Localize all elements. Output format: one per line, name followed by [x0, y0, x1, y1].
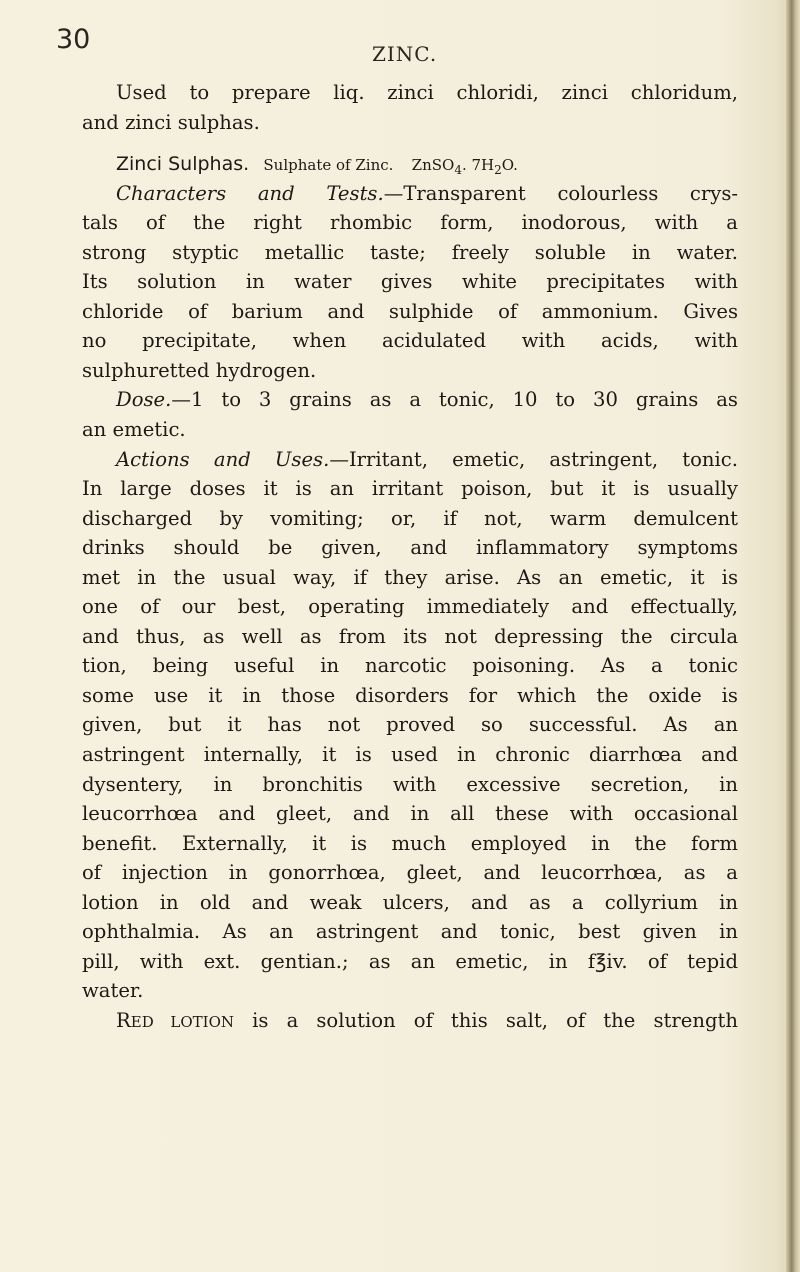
- formula-subscript: 4: [454, 163, 462, 178]
- small-caps-initial: R: [116, 1008, 131, 1032]
- text-run: —Irritant, emetic, astringent, tonic.: [329, 447, 739, 471]
- text-line: some use it in those disorders for which the oxide is: [82, 683, 738, 707]
- spacer: [82, 137, 738, 149]
- text-line: drinks should be given, and inflammatory symptoms: [82, 536, 738, 560]
- heading-english: Sulphate of Zinc.: [263, 156, 394, 175]
- formula-subscript: 2: [494, 163, 502, 178]
- text-line: tion, being useful in narcotic poisoning. As a tonic: [82, 654, 738, 678]
- chemical-formula: [411, 156, 518, 178]
- text-line: strong styptic metallic taste; freely soluble in water.: [82, 240, 738, 264]
- text-line: Used to prepare liq. zinci chloridi, zinci chloridum,: [116, 81, 738, 104]
- text-line: no precipitate, when acidulated with acids, with: [82, 329, 738, 353]
- text-line: [82, 385, 738, 415]
- body-text: [82, 78, 738, 1036]
- text-line: and thus, as well as from its not depressing the circula: [82, 624, 738, 648]
- text-line: In large doses it is an irritant poison, but it is usually: [82, 477, 738, 501]
- text-run: —1 to 3 grains as a tonic, 10 to 30 grains as: [171, 388, 738, 412]
- text-line: sulphuretted hydrogen.: [82, 358, 317, 382]
- formula-part: ZnSO: [411, 156, 455, 175]
- page-header: [0, 14, 800, 64]
- text-line: given, but it has not proved so successful. As an: [82, 713, 738, 737]
- formula-part: O.: [501, 156, 518, 175]
- text-run: is a solution of this salt, of the strength: [234, 1008, 738, 1032]
- characters-label: Characters and Tests.: [116, 181, 384, 205]
- text-line: ophthalmia. As an astringent and tonic, best given in: [82, 920, 738, 944]
- text-line: and zinci sulphas.: [82, 110, 260, 134]
- section-heading: [82, 149, 738, 179]
- dose-label: Dose.: [116, 388, 172, 412]
- formula-part: . 7H: [461, 156, 495, 175]
- heading-name: Zinci Sulphas.: [116, 153, 250, 176]
- page-number: 30: [56, 24, 91, 55]
- text-line: chloride of barium and sulphide of ammonium. Gives: [82, 299, 738, 323]
- text-line: tals of the right rhombic form, inodorous, with a: [82, 211, 738, 235]
- text-line: astringent internally, it is used in chronic diarrhœa and: [82, 743, 738, 767]
- page-edge: [786, 0, 800, 1272]
- text-line: Its solution in water gives white precipitates with: [82, 270, 738, 294]
- text-run: —Transparent colourless crys-: [383, 181, 738, 205]
- text-line: an emetic.: [82, 418, 186, 442]
- running-head: ZINC.: [372, 42, 438, 66]
- text-line: of injection in gonorrhœa, gleet, and leucorrhœa, as a: [82, 861, 738, 885]
- text-line: met in the usual way, if they arise. As an emetic, it is: [82, 565, 738, 589]
- text-line: lotion in old and weak ulcers, and as a collyrium in: [82, 890, 738, 914]
- text-line: dysentery, in bronchitis with excessive secretion, in: [82, 772, 738, 796]
- text-line: water.: [82, 979, 144, 1003]
- text-line: [82, 179, 738, 209]
- text-line: one of our best, operating immediately and effectually,: [82, 595, 738, 619]
- text-line: [82, 1006, 738, 1036]
- actions-label: Actions and Uses.: [116, 447, 330, 471]
- text-line: pill, with ext. gentian.; as an emetic, in f℥iv. of tepid: [82, 949, 738, 973]
- text-line: benefit. Externally, it is much employed in the form: [82, 831, 738, 855]
- text-line: discharged by vomiting; or, if not, warm demulcent: [82, 506, 738, 530]
- small-caps-word: ED LOTION: [130, 1012, 235, 1031]
- text-line: [82, 445, 738, 475]
- text-line: leucorrhœa and gleet, and in all these with occasional: [82, 802, 738, 826]
